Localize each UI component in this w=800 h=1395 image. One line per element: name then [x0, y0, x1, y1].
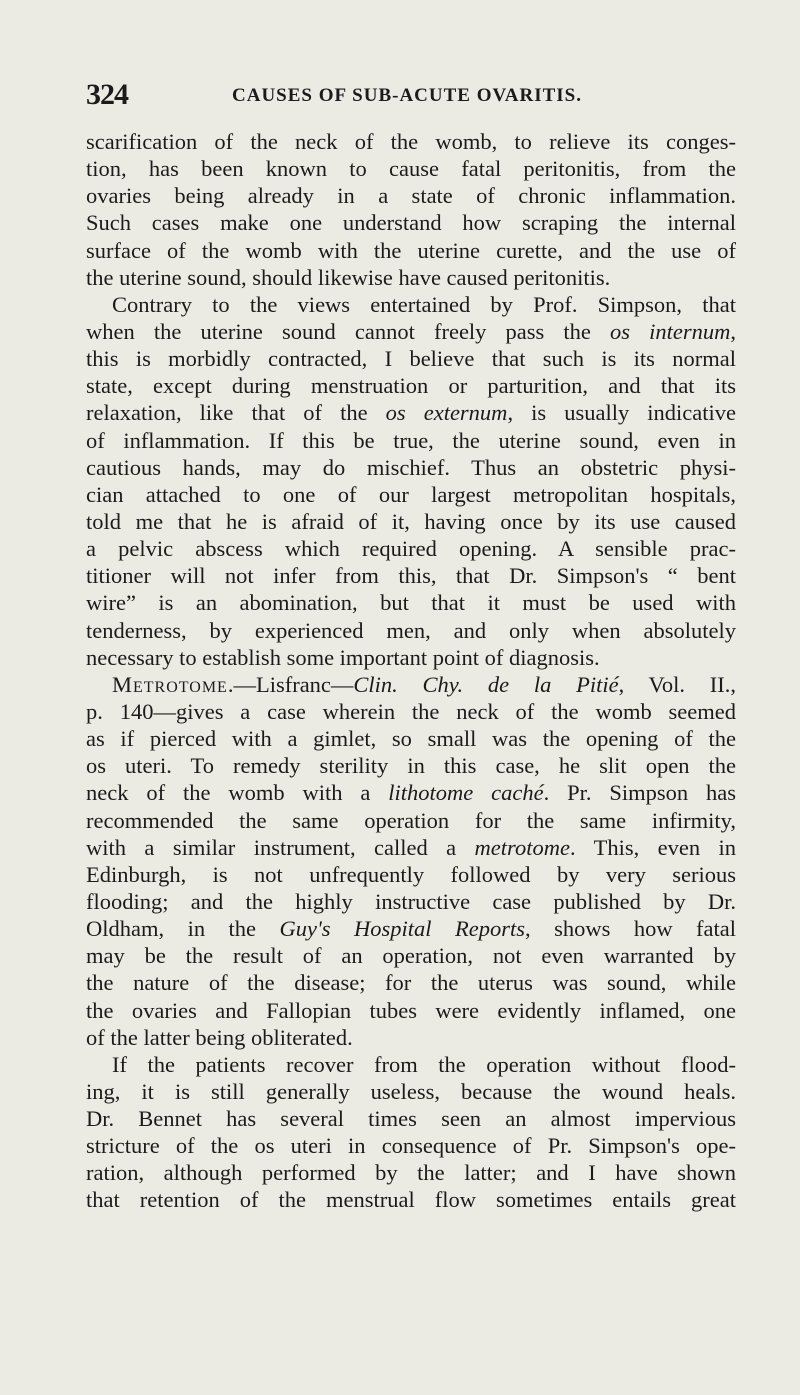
- text-run: Contrary to the views entertained by Prof. Simpson, that: [112, 291, 736, 317]
- text-run: Such cases make one understand how scraping the internal: [86, 210, 736, 236]
- text-run: of the latter being obliterated.: [86, 1024, 353, 1050]
- text-line: [86, 1105, 736, 1132]
- text-run: Edinburgh, is not unfrequently followed by very serious: [86, 861, 736, 887]
- text-line: [86, 345, 736, 372]
- text-line: [86, 589, 736, 616]
- text-run: flooding; and the highly instructive case published by Dr.: [86, 888, 736, 914]
- text-line: [86, 617, 736, 644]
- text-line: [86, 237, 736, 264]
- text-run: with a similar instrument, called a: [86, 834, 475, 860]
- text-line: [86, 1078, 736, 1105]
- text-line: [86, 779, 736, 806]
- text-line: [86, 807, 736, 834]
- text-run: when the uterine sound cannot freely pass the: [86, 318, 611, 344]
- text-run: told me that he is afraid of it, having once by its use caused: [86, 508, 736, 534]
- body-text: [86, 128, 736, 1214]
- text-line: [86, 372, 736, 399]
- text-run: the nature of the disease; for the uterus was sound, while: [86, 970, 736, 996]
- italic-phrase: metrotome: [474, 834, 570, 860]
- text-line: [86, 834, 736, 861]
- text-run: ing, it is still generally useless, because the wound heals.: [86, 1078, 736, 1104]
- text-line: [86, 997, 736, 1024]
- text-run: stricture of the os uteri in consequence of Pr. Simpson's ope-: [86, 1133, 736, 1159]
- text-line: [86, 535, 736, 562]
- text-line: [86, 508, 736, 535]
- text-run: as if pierced with a gimlet, so small was the opening of the: [86, 726, 736, 752]
- text-run: relaxation, like that of the: [86, 400, 386, 426]
- text-line: [86, 752, 736, 779]
- text-line: [86, 644, 736, 671]
- text-run: tenderness, by experienced men, and only when absolutely: [86, 617, 736, 643]
- text-run: ovaries being already in a state of chronic inflammation.: [86, 183, 736, 209]
- text-run: surface of the womb with the uterine curette, and the use of: [86, 237, 736, 263]
- italic-phrase: os externum: [385, 400, 508, 426]
- text-run: titioner will not infer from this, that Dr. Simpson's “ bent: [86, 563, 736, 589]
- text-run: Dr. Bennet has several times seen an almost impervious: [86, 1106, 736, 1132]
- text-line: [86, 264, 736, 291]
- text-line: [86, 698, 736, 725]
- text-run: .—Lisfranc—: [227, 671, 354, 697]
- text-line: [86, 562, 736, 589]
- text-run: tion, has been known to cause fatal peritonitis, from the: [86, 156, 736, 182]
- italic-phrase: lithotome caché: [388, 780, 544, 806]
- text-line: [86, 481, 736, 508]
- text-run: Oldham, in the: [86, 916, 280, 942]
- italic-phrase: Guy's Hospital Reports: [279, 916, 525, 942]
- text-line: [86, 888, 736, 915]
- text-line: [86, 1159, 736, 1186]
- text-line: [86, 969, 736, 996]
- text-run: wire” is an abomination, but that it must be used with: [86, 590, 736, 616]
- text-line: [86, 1186, 736, 1213]
- text-run: . This, even in: [569, 834, 736, 860]
- text-run: the ovaries and Fallopian tubes were evidently inflamed, one: [86, 997, 736, 1023]
- text-run: that retention of the menstrual flow sometimes entails great: [86, 1187, 736, 1213]
- text-run: . Pr. Simpson has: [543, 780, 737, 806]
- text-line: [86, 427, 736, 454]
- text-run: ration, although performed by the latter; and I have shown: [86, 1160, 736, 1186]
- text-run: neck of the womb with a: [86, 780, 389, 806]
- text-line: [86, 1051, 736, 1078]
- section-heading: Metrotome: [112, 671, 228, 697]
- italic-phrase: os internum: [610, 318, 731, 344]
- text-line: [86, 725, 736, 752]
- text-run: , shows how fatal: [525, 916, 736, 942]
- text-line: [86, 1024, 736, 1051]
- text-line: [86, 128, 736, 155]
- text-run: state, except during menstruation or parturition, and that its: [86, 373, 736, 399]
- text-run: If the patients recover from the operation without flood-: [112, 1051, 736, 1077]
- text-run: ,: [730, 318, 737, 344]
- text-run: a pelvic abscess which required opening. A sensible prac-: [86, 536, 736, 562]
- text-run: of inflammation. If this be true, the uterine sound, even in: [86, 427, 736, 453]
- text-run: this is morbidly contracted, I believe that such is its normal: [86, 346, 736, 372]
- text-run: recommended the same operation for the same infirmity,: [86, 807, 736, 833]
- text-line: [86, 454, 736, 481]
- text-run: cian attached to one of our largest metropolitan hospitals,: [86, 481, 736, 507]
- page-number: 324: [86, 78, 128, 111]
- text-line: [86, 182, 736, 209]
- text-run: may be the result of an operation, not even warranted by: [86, 943, 736, 969]
- text-run: p. 140—gives a case wherein the neck of the womb seemed: [86, 698, 736, 724]
- text-line: [86, 1132, 736, 1159]
- text-run: scarification of the neck of the womb, to relieve its conges-: [86, 129, 736, 154]
- text-run: , Vol. II.,: [618, 671, 736, 697]
- running-head: CAUSES OF SUB-ACUTE OVARITIS.: [232, 85, 582, 106]
- text-line: [86, 671, 736, 698]
- text-line: [86, 291, 736, 318]
- text-line: [86, 861, 736, 888]
- italic-phrase: Clin. Chy. de la Pitié: [353, 671, 619, 697]
- text-run: os uteri. To remedy sterility in this case, he slit open the: [86, 753, 736, 779]
- text-run: necessary to establish some important point of diagnosis.: [86, 644, 600, 670]
- text-run: the uterine sound, should likewise have caused peritonitis.: [86, 264, 611, 290]
- text-line: [86, 318, 736, 345]
- text-run: , is usually indicative: [507, 400, 736, 426]
- text-line: [86, 915, 736, 942]
- text-line: [86, 155, 736, 182]
- text-line: [86, 942, 736, 969]
- page-header: [86, 78, 736, 118]
- text-line: [86, 209, 736, 236]
- text-line: [86, 399, 736, 426]
- text-run: cautious hands, may do mischief. Thus an obstetric physi-: [86, 454, 736, 480]
